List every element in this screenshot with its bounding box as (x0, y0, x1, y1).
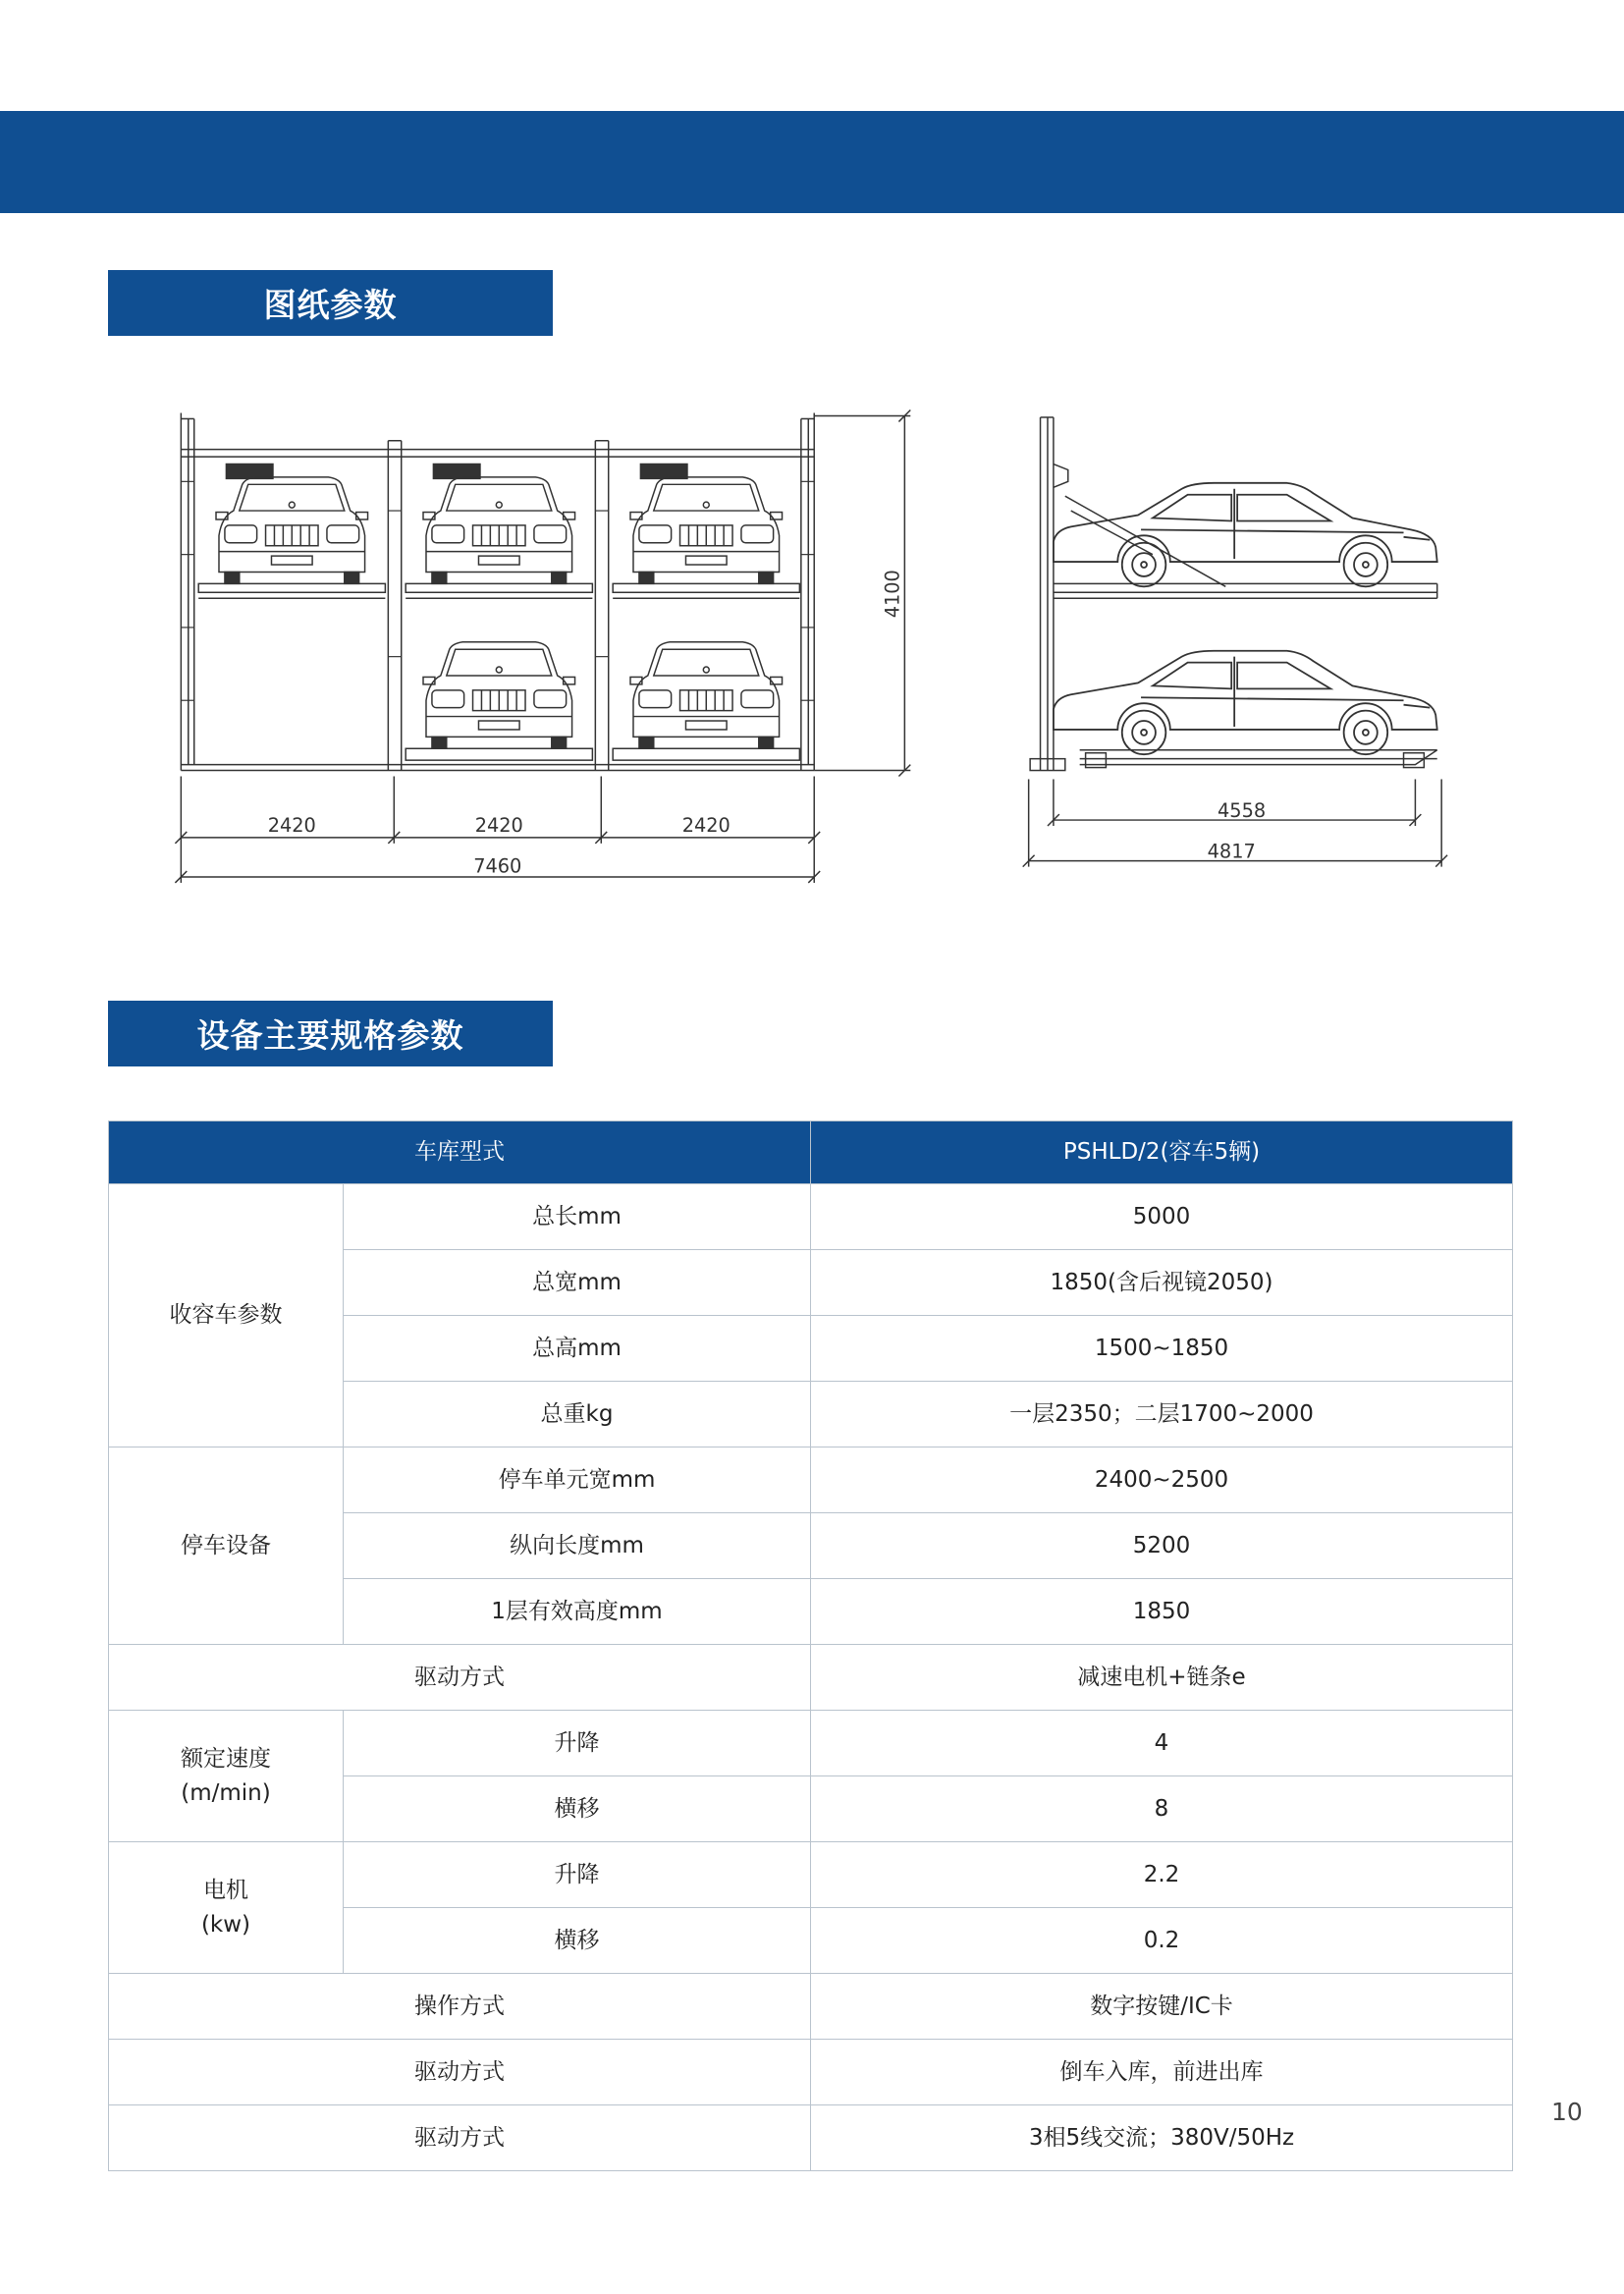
group-speed-line1: 额定速度 (181, 1746, 271, 1772)
table-row (109, 1974, 1513, 2040)
row-value: 倒车入库，前进出库 (811, 2040, 1513, 2105)
dim-bay-1: 2420 (267, 813, 316, 837)
row-value: 一层2350；二层1700~2000 (811, 1382, 1513, 1447)
row-label: 升降 (344, 1842, 811, 1908)
row-label: 总宽mm (344, 1250, 811, 1316)
table-row (109, 1711, 1513, 1776)
row-value: 5000 (811, 1184, 1513, 1250)
table-row (109, 2105, 1513, 2171)
front-view-drawing (175, 410, 910, 883)
group-motor-line1: 电机 (203, 1878, 248, 1903)
dim-front-total: 7460 (473, 854, 522, 878)
row-label: 总长mm (344, 1184, 811, 1250)
row-label: 驱动方式 (109, 2040, 811, 2105)
section-title-specs: 设备主要规格参数 (108, 1001, 553, 1066)
dim-bay-3: 2420 (681, 813, 731, 837)
row-value: 4 (811, 1711, 1513, 1776)
dim-side-total: 4817 (1207, 840, 1256, 863)
row-label: 纵向长度mm (344, 1513, 811, 1579)
row-value: 5200 (811, 1513, 1513, 1579)
table-row (109, 1184, 1513, 1250)
row-value: 1850(含后视镜2050) (811, 1250, 1513, 1316)
row-value: 8 (811, 1776, 1513, 1842)
group-vehicle: 收容车参数 (109, 1184, 344, 1447)
row-value: 3相5线交流；380V/50Hz (811, 2105, 1513, 2171)
row-value: 数字按键/IC卡 (811, 1974, 1513, 2040)
spec-table (108, 1120, 1513, 2171)
group-speed-line2: (m/min) (181, 1779, 271, 1806)
row-label: 驱动方式 (109, 1645, 811, 1711)
row-label: 总重kg (344, 1382, 811, 1447)
row-label: 总高mm (344, 1316, 811, 1382)
table-row (109, 1842, 1513, 1908)
row-label: 停车单元宽mm (344, 1447, 811, 1513)
row-value: 1850 (811, 1579, 1513, 1645)
group-motor (109, 1842, 344, 1974)
header-value: PSHLD/2(容车5辆) (811, 1121, 1513, 1184)
table-row (109, 1645, 1513, 1711)
table-header-row (109, 1121, 1513, 1184)
dim-side-inner: 4558 (1218, 799, 1267, 823)
page-number: 10 (1551, 2098, 1583, 2126)
row-label: 升降 (344, 1711, 811, 1776)
row-label: 操作方式 (109, 1974, 811, 2040)
dim-bay-2: 2420 (474, 813, 523, 837)
dim-front-height: 4100 (881, 570, 904, 619)
group-speed (109, 1711, 344, 1842)
row-label: 1层有效高度mm (344, 1579, 811, 1645)
group-motor-line2: (kw) (200, 1911, 251, 1938)
row-value: 2400~2500 (811, 1447, 1513, 1513)
row-label: 横移 (344, 1776, 811, 1842)
row-value: 1500~1850 (811, 1316, 1513, 1382)
section-title-drawing: 图纸参数 (108, 270, 553, 336)
table-row (109, 1447, 1513, 1513)
header-label: 车库型式 (109, 1121, 811, 1184)
row-value: 2.2 (811, 1842, 1513, 1908)
row-label: 驱动方式 (109, 2105, 811, 2171)
group-parking: 停车设备 (109, 1447, 344, 1645)
row-value: 减速电机+链条e (811, 1645, 1513, 1711)
technical-drawings (0, 0, 1624, 982)
table-row (109, 2040, 1513, 2105)
row-label: 横移 (344, 1908, 811, 1974)
row-value: 0.2 (811, 1908, 1513, 1974)
